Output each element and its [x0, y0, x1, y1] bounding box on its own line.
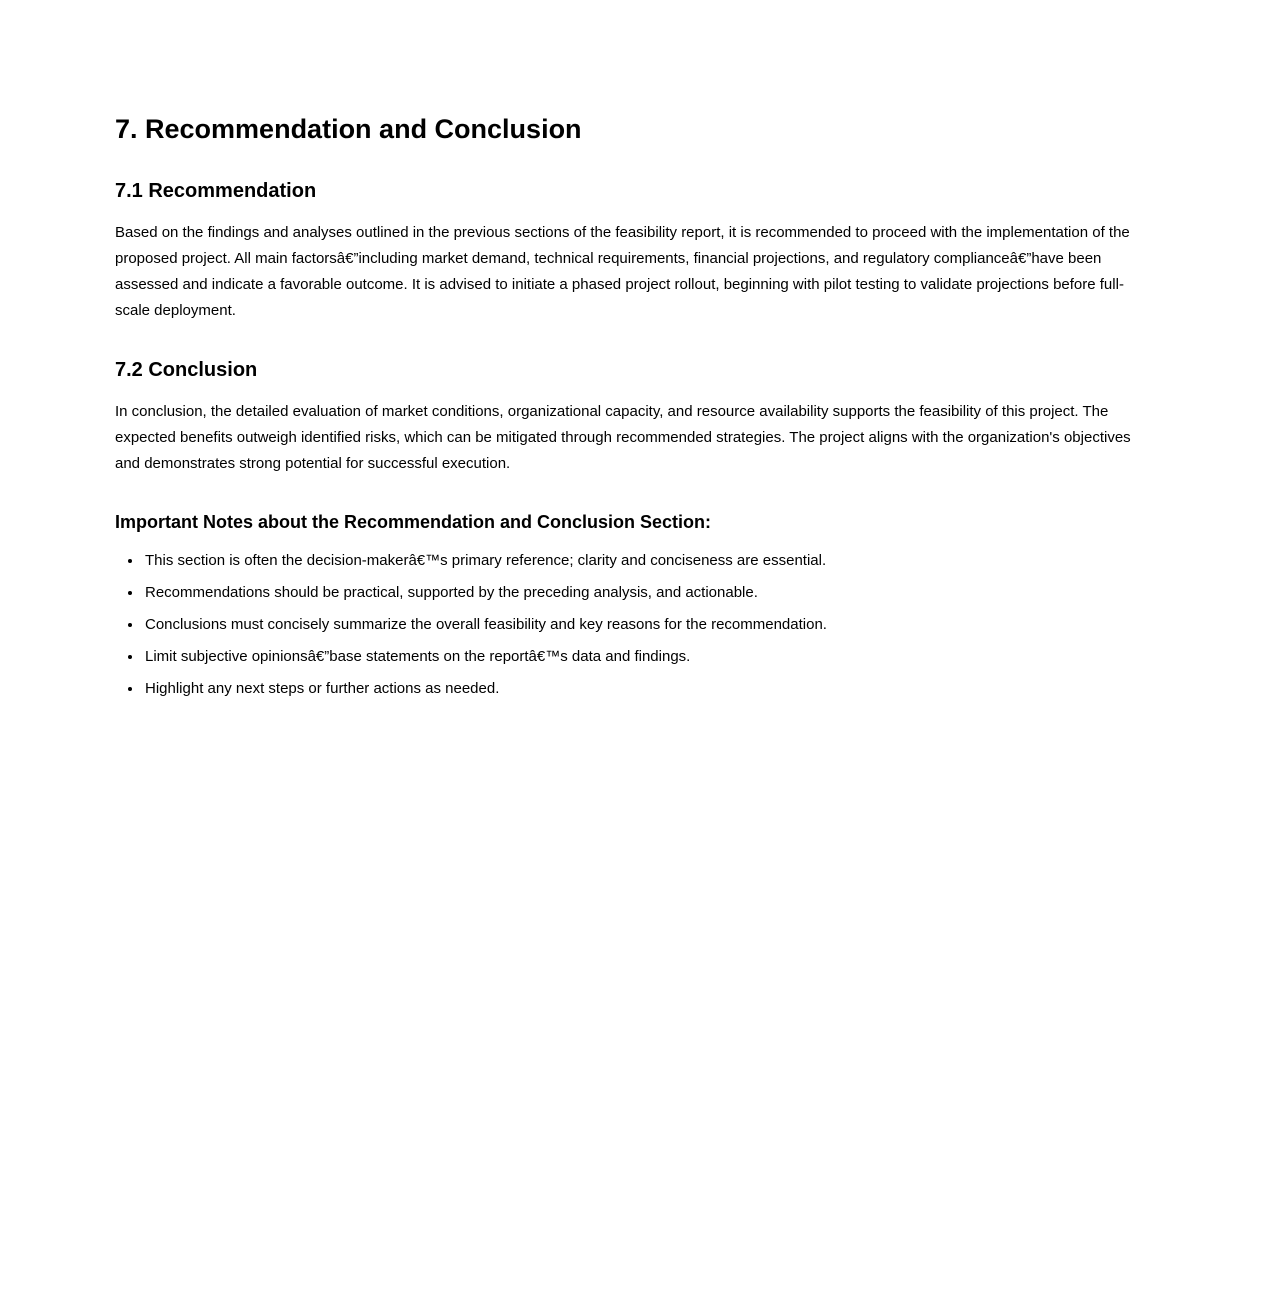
list-item: • Conclusions must concisely summarize the overall feasibility and key reasons for the recommendation. [143, 612, 1158, 638]
section-heading-recommendation: 7.1 Recommendation [115, 180, 317, 203]
list-item: • This section is often the decision-makerâ€™s primary reference; clarity and conciseness are essential. [143, 548, 1158, 574]
notes-heading: Important Notes about the Recommendation and Conclusion Section: [115, 512, 712, 533]
conclusion-paragraph: In conclusion, the detailed evaluation of market conditions, organizational capacity, and resource availability supports the feasibility of this project. The expected benefits outweigh identified risks, which can be mitigated through recommended strategies. The project aligns with the organization's objectives and demonstrates strong potential for successful execution. [115, 403, 1131, 473]
list-item: • Recommendations should be practical, supported by the preceding analysis, and actionable. [143, 580, 1158, 606]
recommendation-paragraph: Based on the findings and analyses outlined in the previous sections of the feasibility report, it is recommended to proceed with the implementation of the proposed project. All main factorsâ€”including market demand, technical requirements, financial projections, and regulatory complianceâ€”have been assessed and indicate a favorable outcome. It is advised to initiate a phased project rollout, beginning with pilot testing to validate projections before full-scale deployment. [115, 224, 1130, 320]
list-item: • Limit subjective opinionsâ€”base statements on the reportâ€™s data and findings. [143, 644, 1158, 670]
page-title: 7. Recommendation and Conclusion [115, 114, 582, 144]
section-heading-conclusion: 7.2 Conclusion [115, 359, 258, 382]
notes-list [115, 548, 1158, 702]
list-item: • Highlight any next steps or further actions as needed. [143, 676, 1158, 702]
